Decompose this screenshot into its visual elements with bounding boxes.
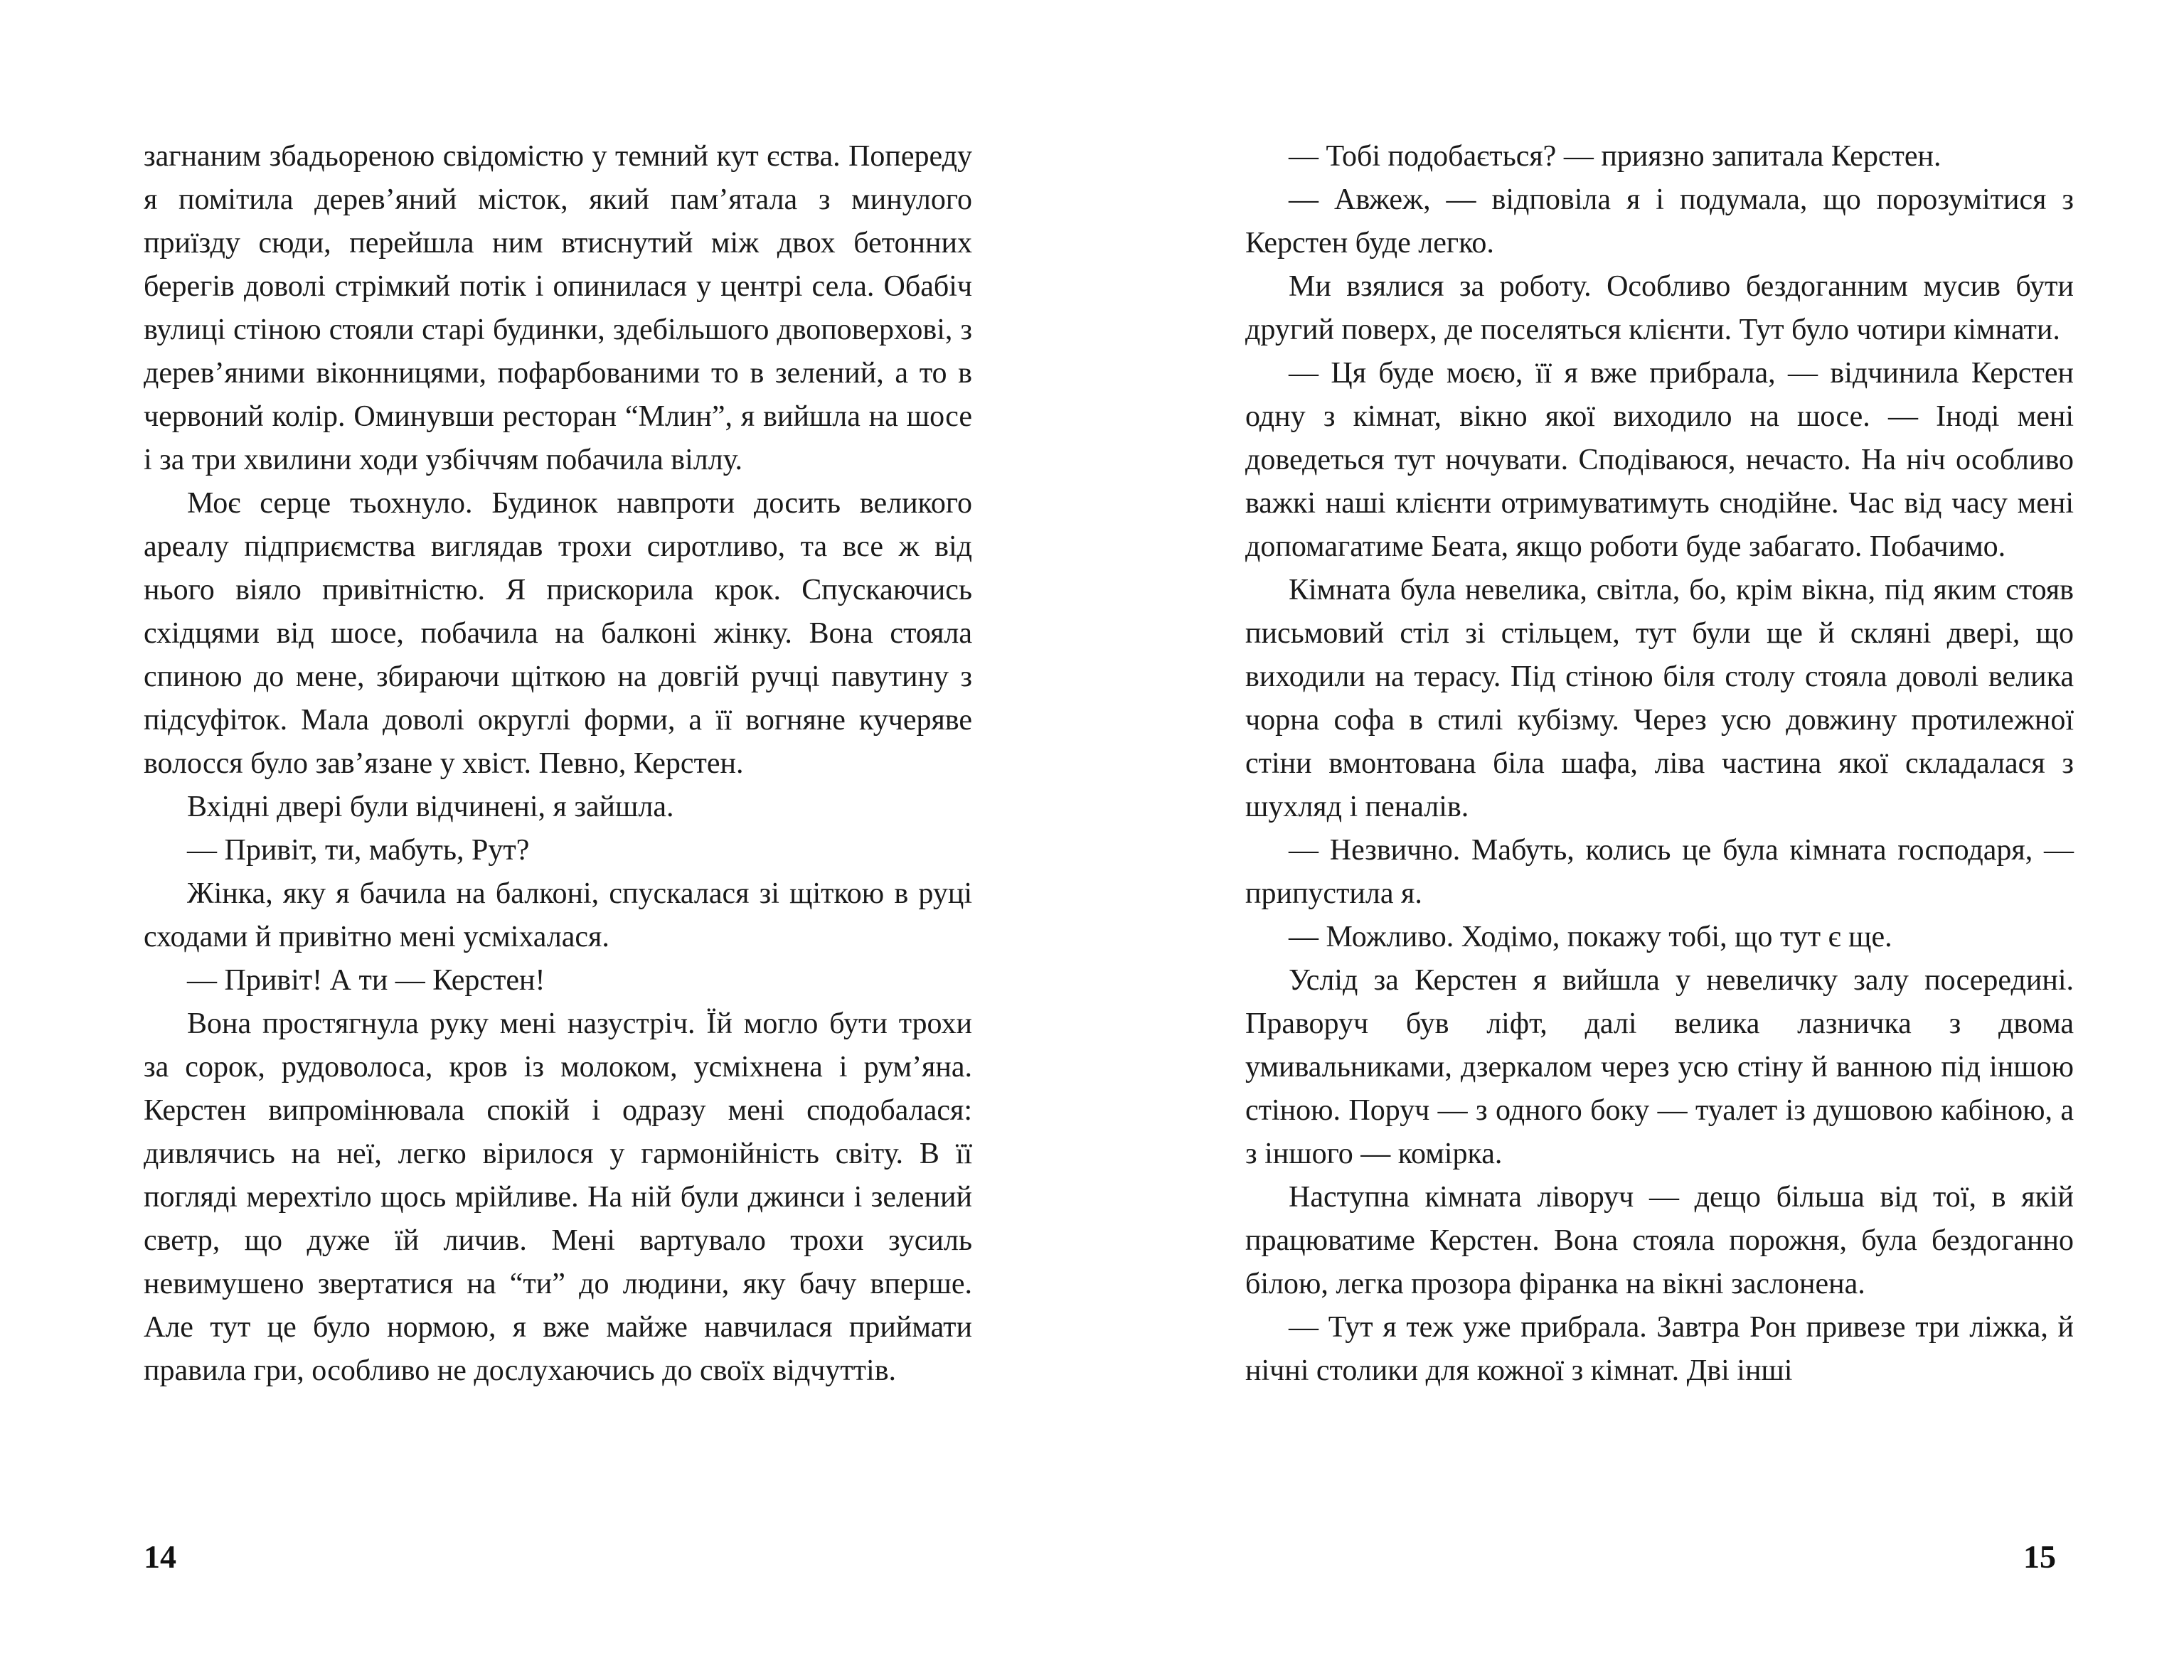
left-page-number: 14 [144,1539,176,1575]
left-paragraph-2: Моє серце тьохнуло. Будинок навпроти досить великого ареалу підприємства виглядав трохи сиротливо, та все ж від нього віяло привітністю. Я прискорила крок. Спускаючись східцями від шосе, побачила на балконі жінку. Вона стояла спиною до мене, збираючи щіткою на довгій ручці павутину з підсуфіток. Мала доволі округлі форми, а її вогняне кучеряве волосся було зав’язане у хвіст. Певно, Керстен. [144,487,972,780]
right-paragraph-9: Наступна кімната ліворуч — дещо більша від тої, в якій працюватиме Керстен. Вона стояла порожня, була бездоганно білою, легка прозора фіранка на вікні заслонена. [1245,1181,2074,1300]
left-paragraph-1: загнаним збадьореною свідомістю у темний кут єства. Попереду я помітила дерев’яний місток, який пам’ятала з минулого приїзду сюди, перейшла ним втиснутий між двох бетонних берегів доволі стрімкий потік і опинилася у центрі села. Обабіч вулиці стіною стояли старі будинки, здебільшого двоповерхові, з дерев’яними віконницями, пофарбованими то в зелений, а то в червоний колір. Оминувши ресторан “Млин”, я вийшла на шосе і за три хвилини ходи узбіччям побачила віллу. [144,140,972,476]
right-paragraph-3: Ми взялися за роботу. Особливо бездоганним мусив бути другий поверх, де поселяться клієнти. Тут було чотири кімнати. [1245,270,2074,346]
left-page [144,135,972,1393]
left-paragraph-7: Вона простягнула руку мені назустріч. Їй могло бути трохи за сорок, рудоволоса, кров із молоком, усміхнена і рум’яна. Керстен випромінювала спокій і одразу мені сподобалася: дивлячись на неї, легко вірилося у гармонійність світу. В її погляді мерехтіло щось мрійливе. На ній були джинси і зелений светр, що дуже їй личив. Мені вартувало трохи зусиль невимушено звертатися на “ти” до людини, яку бачу вперше. Але тут це було нормою, я вже майже навчилася приймати правила гри, особливо не дослухаючись до своїх відчуттів. [144,1007,972,1387]
right-paragraph-1: — Тобі подобається? — приязно запитала Керстен. [1289,140,1941,173]
right-paragraph-10: — Тут я теж уже прибрала. Завтра Рон привезе три ліжка, й нічні столики для кожної з кімнат. Дві інші [1245,1311,2074,1387]
right-paragraph-5: Кімната була невелика, світла, бо, крім вікна, під яким стояв письмовий стіл зі стільцем, тут були ще й скляні двері, що виходили на терасу. Під стіною біля столу стояла доволі велика чорна софа в стилі кубізму. Через усю довжину протилежної стіни вмонтована біла шафа, ліва частина якої складалася з шухляд і пеналів. [1245,574,2074,823]
left-paragraph-6: — Привіт! А ти — Керстен! [187,964,545,997]
right-page [1245,135,2074,1393]
right-paragraph-8: Услід за Керстен я вийшла у невеличку залу посередині. Праворуч був ліфт, далі велика лазничка з двома умивальниками, дзеркалом через усю стіну й ванною під іншою стіною. Поруч — з одного боку — туалет із душовою кабіною, а з іншого — комірка. [1245,964,2074,1170]
left-paragraph-5: Жінка, яку я бачила на балконі, спускалася зі щіткою в руці сходами й привітно мені усміхалася. [144,877,972,953]
left-paragraph-3: Вхідні двері були відчинені, я зайшла. [187,791,674,823]
right-paragraph-2: — Авжеж, — відповіла я і подумала, що порозумітися з Керстен буде легко. [1245,183,2074,260]
right-paragraph-4: — Ця буде моєю, її я вже прибрала, — відчинила Керстен одну з кімнат, вікно якої виходило на шосе. — Іноді мені доведеться тут ночувати. Сподіваюся, нечасто. На ніч особливо важкі наші клієнти отримуватимуть снодійне. Час від часу мені допомагатиме Беата, якщо роботи буде забагато. Побачимо. [1245,357,2074,563]
right-paragraph-6: — Незвично. Мабуть, колись це була кімната господаря, — припустила я. [1245,834,2074,910]
right-page-number: 15 [2023,1539,2056,1575]
left-paragraph-4: — Привіт, ти, мабуть, Рут? [187,834,530,867]
right-paragraph-7: — Можливо. Ходімо, покажу тобі, що тут є ще. [1289,921,1892,953]
